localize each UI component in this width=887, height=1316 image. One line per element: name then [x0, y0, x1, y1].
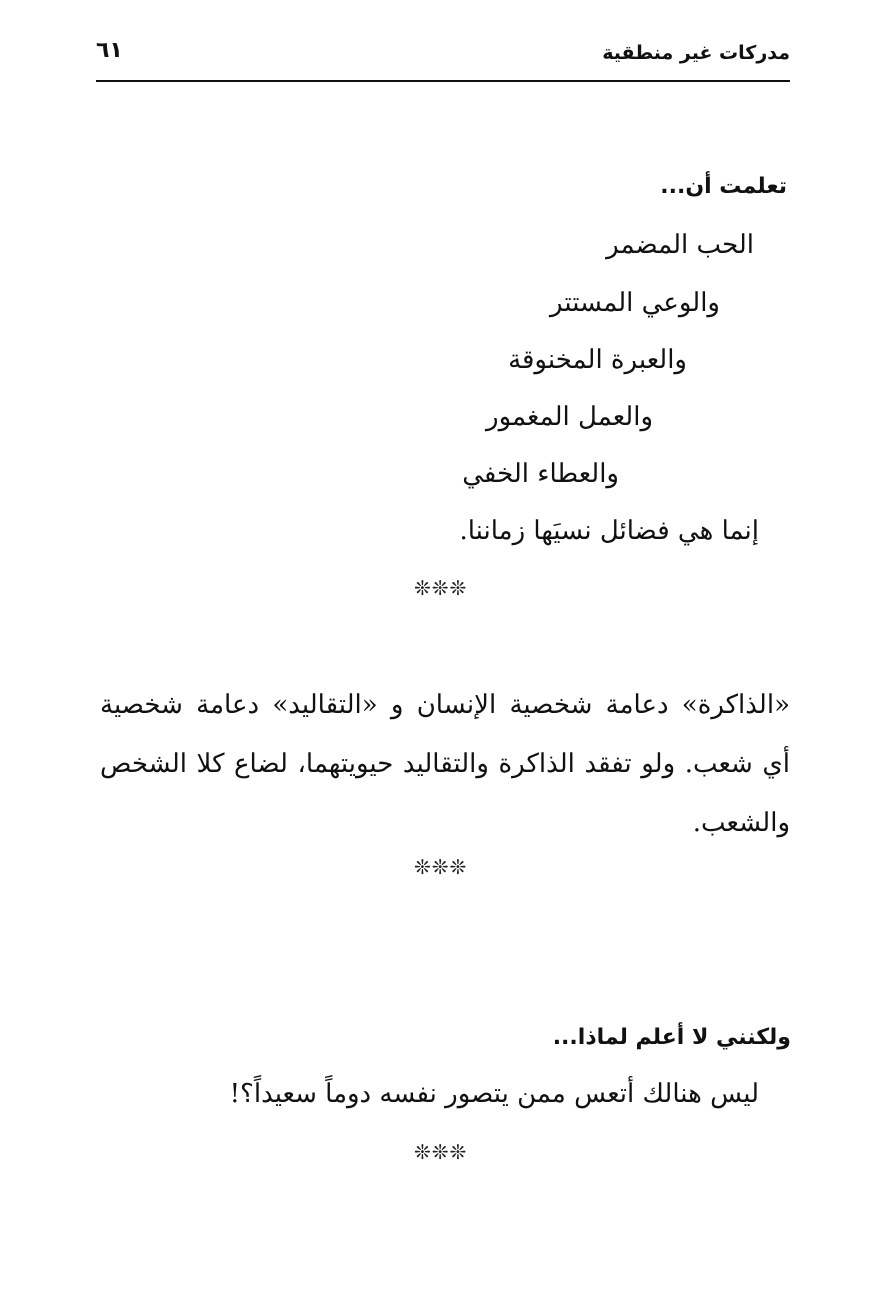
poem-line: الحب المضمر — [606, 230, 754, 260]
poem-line: والعبرة المخنوقة — [508, 345, 687, 375]
page-header — [96, 38, 790, 82]
section-separator: ❊❊❊ — [414, 576, 468, 600]
running-title: مدركات غير منطقية — [602, 42, 790, 64]
section-separator: ❊❊❊ — [414, 855, 468, 879]
paragraph: «الذاكرة» دعامة شخصية الإنسان و «التقاليد» دعامة شخصية أي شعب. ولو تفقد الذاكرة والتقاليد حيويتهما، لضاع كلا الشخص والشعب. — [100, 690, 790, 838]
page-number: ٦١ — [96, 38, 123, 63]
poem-line: والعطاء الخفي — [462, 459, 619, 489]
poem-line: إنما هي فضائل نسيَها زماننا. — [459, 516, 759, 546]
poem-line: والوعي المستتر — [550, 288, 720, 318]
section-separator: ❊❊❊ — [414, 1140, 468, 1164]
poem-line: والعمل المغمور — [486, 402, 653, 432]
section-lead: ولكنني لا أعلم لماذا... — [552, 1025, 791, 1050]
section-lead: تعلمت أن... — [660, 174, 787, 199]
quote-line: ليس هنالك أتعس ممن يتصور نفسه دوماً سعيداً؟! — [229, 1079, 759, 1109]
